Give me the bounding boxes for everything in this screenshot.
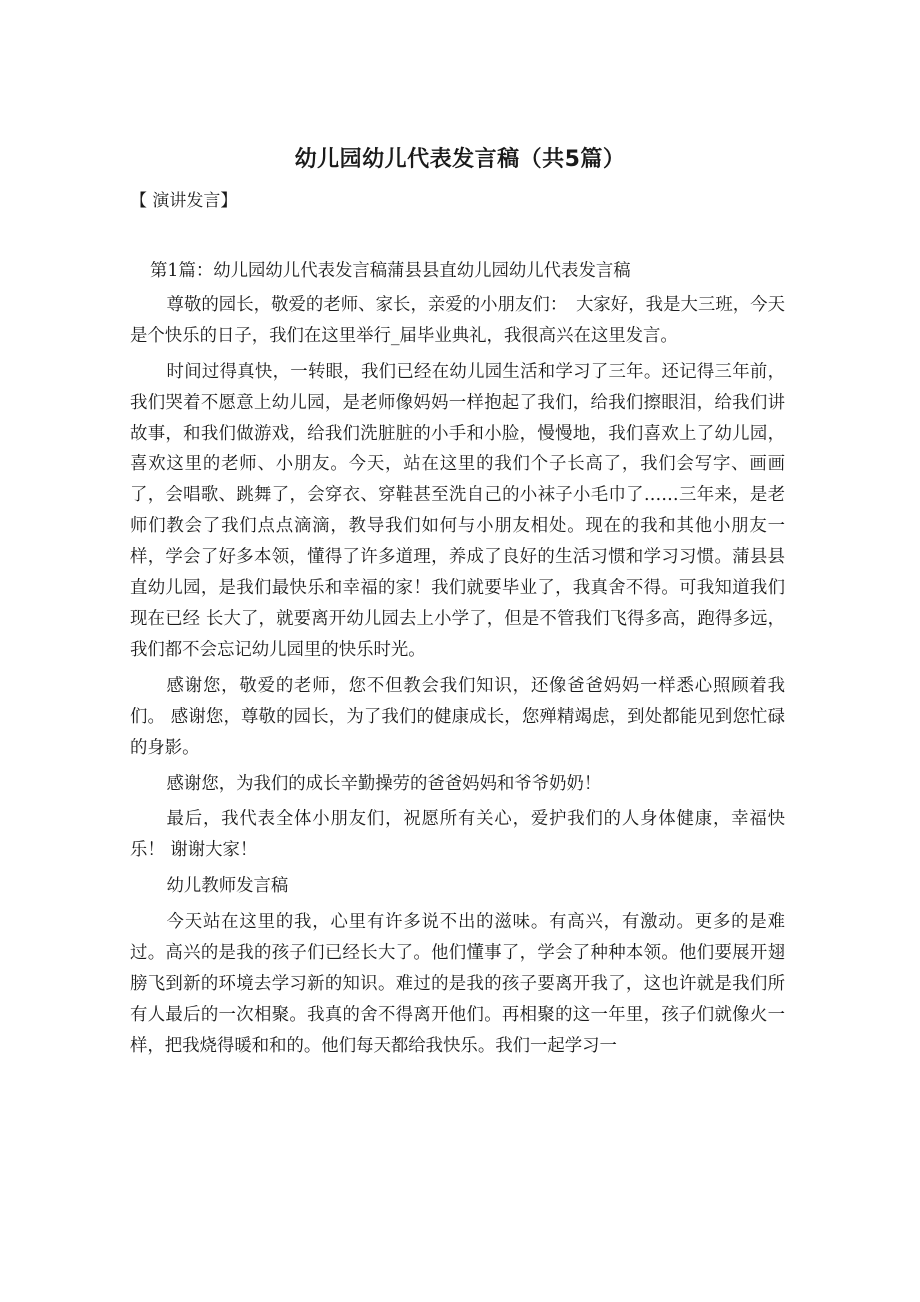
section-heading-teacher-speech: 幼儿教师发言稿 [166,876,289,897]
chapter-heading: 第1篇：幼儿园幼儿代表发言稿蒲县县直幼儿园幼儿代表发言稿 [150,261,631,281]
category-tag: 【 演讲发言】 [130,191,238,211]
paragraph-teacher-speech: 今天站在这里的我，心里有许多说不出的滋味。有高兴，有激动。更多的是难过。高兴的是我的孩子们已经长大了。他们懂事了，学会了种种本领。他们要展开翅膀飞到新的环境去学习新的知识。难过的是我的孩子要离开我了，这也许就是我们所有人最后的一次相聚。我真的舍不得离开他们。再相聚的这一年里，孩子们就像火一样，把我烧得暖和和的。他们每天都给我快乐。我们一起学习一 [130,912,785,1056]
paragraph-closing: 最后，我代表全体小朋友们，祝愿所有关心，爱护我们的人身体健康，幸福快乐！ 谢谢大家！ [130,809,785,861]
paragraph-memories: 时间过得真快，一转眼，我们已经在幼儿园生活和学习了三年。还记得三年前，我们哭着不愿意上幼儿园，是老师像妈妈一样抱起了我们，给我们擦眼泪，给我们讲故事，和我们做游戏，给我们洗脏脏的小手和小脸，慢慢地，我们喜欢上了幼儿园，喜欢这里的老师、小朋友。今天，站在这里的我们个子长高了，我们会写字、画画了，会唱歌、跳舞了，会穿衣、穿鞋甚至洗自己的小袜子小毛巾了……三年来，是老师们教会了我们点点滴滴，教导我们如何与小朋友相处。现在的我和其他小朋友一样，学会了好多本领，懂得了许多道理，养成了良好的生活习惯和学习习惯。蒲县县直幼儿园，是我们最快乐和幸福的家！我们就要毕业了，我真舍不得。可我知道我们现在已经 长大了，就要离开幼儿园去上小学了，但是不管我们飞得多高，跑得多远，我们都不会忘记幼儿园里的快乐时光。 [130,361,785,660]
paragraph-greeting: 尊敬的园长，敬爱的老师、家长，亲爱的小朋友们： 大家好，我是大三班，今天是个快乐的日子，我们在这里举行_届毕业典礼，我很高兴在这里发言。 [130,294,785,346]
paragraph-thanks-parents: 感谢您，为我们的成长辛勤操劳的爸爸妈妈和爷爷奶奶！ [166,773,602,794]
page-title: 幼儿园幼儿代表发言稿（共5篇） [294,147,626,172]
document-body [130,256,785,1062]
paragraph-thanks-teacher: 感谢您，敬爱的老师，您不但教会我们知识，还像爸爸妈妈一样悉心照顾着我们。 感谢您，尊敬的园长，为了我们的健康成长，您殚精竭虑，到处都能见到您忙碌的身影。 [130,675,785,758]
